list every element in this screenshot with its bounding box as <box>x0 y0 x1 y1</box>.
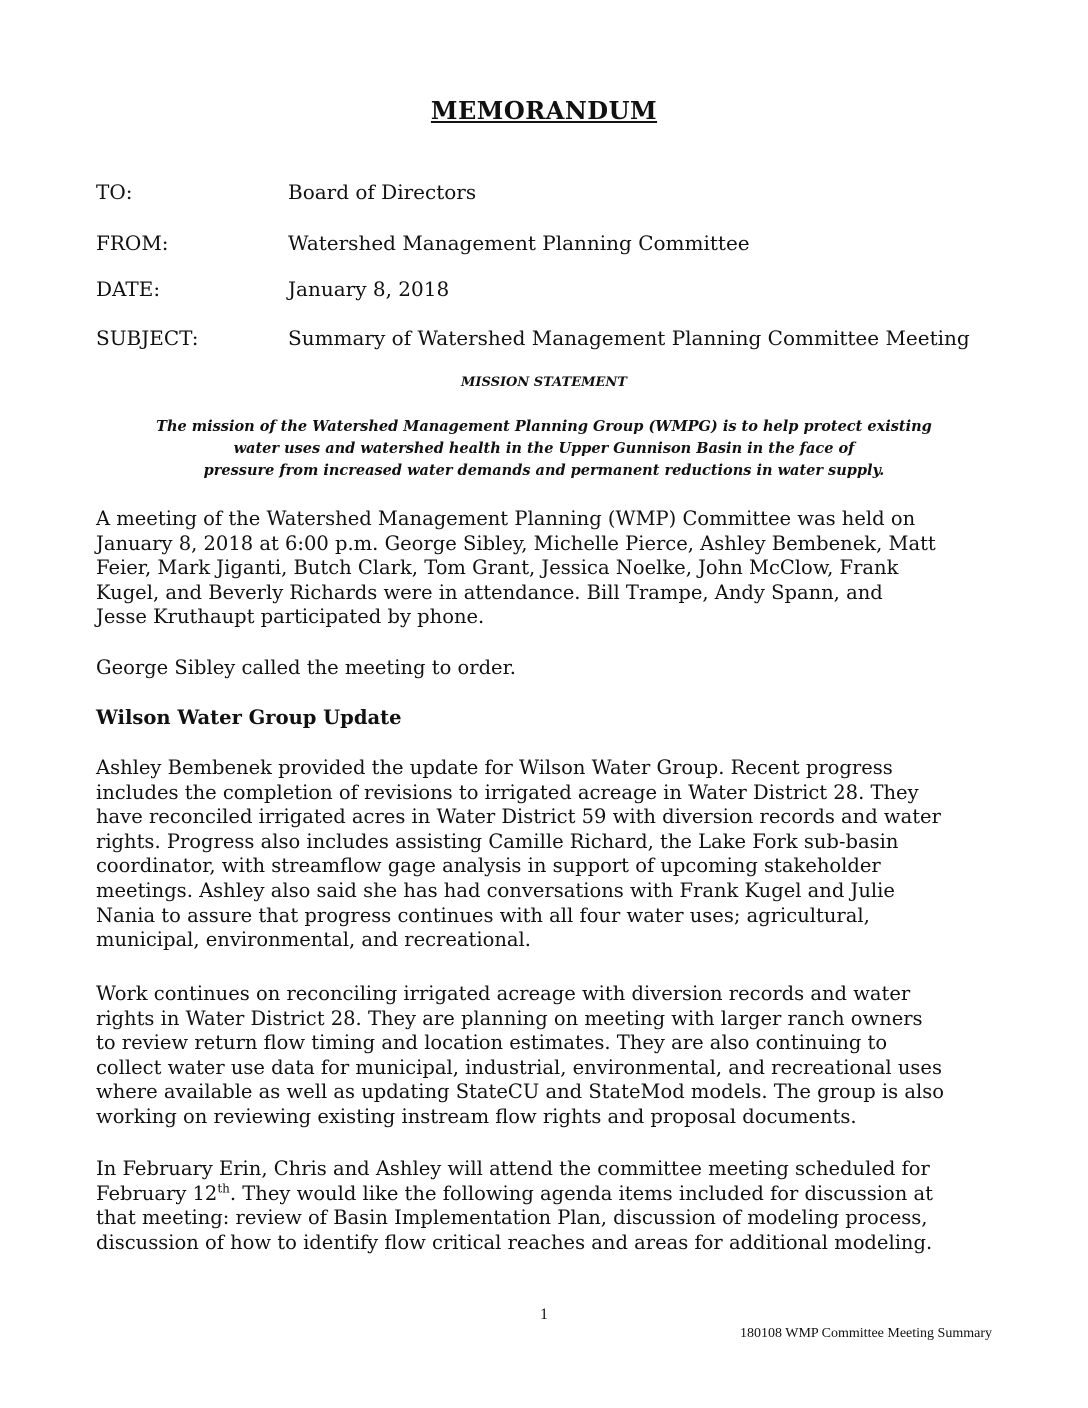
text-span: . They would like the following agenda items included for discussion at <box>229 1181 933 1205</box>
text-line: includes the completion of revisions to irrigated acreage in Water District 28. They <box>96 780 919 804</box>
to-value: Board of Directors <box>288 180 477 204</box>
mission-line: pressure from increased water demands and permanent reductions in water supply. <box>203 462 885 479</box>
text-line: Jesse Kruthaupt participated by phone. <box>96 605 485 629</box>
text-line: In February Erin, Chris and Ashley will attend the committee meeting scheduled for <box>96 1157 930 1180</box>
superscript: th <box>217 1181 230 1196</box>
text-line: January 8, 2018 at 6:00 p.m. George Sibley, Michelle Pierce, Ashley Bembenek, Matt <box>96 531 936 555</box>
text-line: A meeting of the Watershed Management Planning (WMP) Committee was held on <box>96 507 916 530</box>
text-line: to review return flow timing and location estimates. They are also continuing to <box>96 1031 888 1055</box>
work-paragraph <box>96 982 996 1130</box>
text-line: municipal, environmental, and recreational. <box>96 928 531 952</box>
mission-heading: MISSION STATEMENT <box>461 375 627 390</box>
text-line: rights. Progress also includes assisting Camille Richard, the Lake Fork sub-basin <box>96 829 899 853</box>
date-label: DATE: <box>96 277 161 301</box>
text-span: February 12 <box>96 1181 218 1205</box>
subject-label: SUBJECT: <box>96 326 199 350</box>
text-line: Kugel, and Beverly Richards were in attendance. Bill Trampe, Andy Spann, and <box>96 580 883 604</box>
text-line: working on reviewing existing instream flow rights and proposal documents. <box>96 1104 857 1128</box>
february-paragraph <box>96 1157 996 1255</box>
to-label: TO: <box>96 180 133 204</box>
call-to-order-paragraph: George Sibley called the meeting to order. <box>96 656 516 679</box>
from-value: Watershed Management Planning Committee <box>288 231 750 255</box>
date-value: January 8, 2018 <box>288 277 450 301</box>
update-paragraph <box>96 756 996 953</box>
mission-line: The mission of the Watershed Management Planning Group (WMPG) is to help protect existing <box>156 418 932 435</box>
document-footer: 180108 WMP Committee Meeting Summary <box>740 1326 992 1341</box>
page-number: 1 <box>540 1306 548 1323</box>
mission-line: water uses and watershed health in the Upper Gunnison Basin in the face of <box>233 440 855 457</box>
text-line: Work continues on reconciling irrigated acreage with diversion records and water <box>96 982 911 1005</box>
text-line: where available as well as updating StateCU and StateMod models. The group is also <box>96 1080 944 1104</box>
text-line: coordinator, with streamflow gage analysis in support of upcoming stakeholder <box>96 854 881 878</box>
text-line <box>96 1182 996 1207</box>
text-line: Ashley Bembenek provided the update for Wilson Water Group. Recent progress <box>96 756 893 779</box>
text-line: collect water use data for municipal, industrial, environmental, and recreational uses <box>96 1055 942 1079</box>
mission-statement <box>96 416 992 482</box>
text-line: Feier, Mark Jiganti, Butch Clark, Tom Grant, Jessica Noelke, John McClow, Frank <box>96 556 899 580</box>
text-line: meetings. Ashley also said she has had conversations with Frank Kugel and Julie <box>96 878 895 902</box>
from-label: FROM: <box>96 231 169 255</box>
text-line: discussion of how to identify flow critical reaches and areas for additional modeling. <box>96 1230 933 1254</box>
attendance-paragraph <box>96 507 996 630</box>
text-line: that meeting: review of Basin Implementation Plan, discussion of modeling process, <box>96 1206 928 1230</box>
memo-title: MEMORANDUM <box>430 96 658 125</box>
text-line: rights in Water District 28. They are planning on meeting with larger ranch owners <box>96 1006 923 1030</box>
section-heading: Wilson Water Group Update <box>96 706 402 729</box>
text-line: have reconciled irrigated acres in Water District 59 with diversion records and water <box>96 805 941 829</box>
text-line: Nania to assure that progress continues with all four water uses; agricultural, <box>96 903 870 927</box>
subject-value: Summary of Watershed Management Planning Committee Meeting <box>288 326 970 350</box>
